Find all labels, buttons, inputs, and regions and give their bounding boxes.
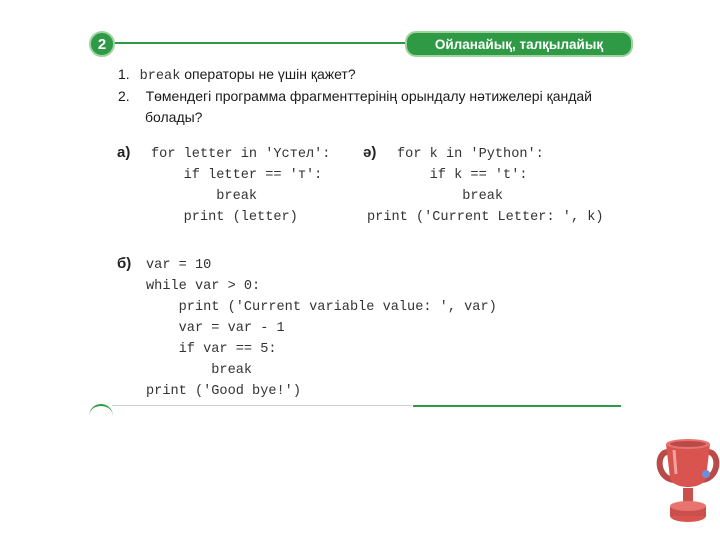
code-line: print (letter) <box>151 210 298 225</box>
code-line: var = var - 1 <box>146 321 285 336</box>
question-1 <box>118 66 356 84</box>
question-1-text: операторы не үшін қажет? <box>184 66 356 82</box>
section-title-pill: Ойланайық, талқылайық <box>405 31 633 57</box>
code-line: if var == 5: <box>146 342 277 357</box>
fragment-a-code <box>151 144 330 228</box>
header-rule-left <box>108 42 408 44</box>
fragment-ae-label: ә) <box>363 144 377 161</box>
code-line: for letter in 'Үстел': <box>151 147 331 162</box>
fragment-a-label: а) <box>117 144 131 161</box>
code-line: print ('Good bye!') <box>146 384 301 399</box>
bottom-rule-green <box>413 405 621 407</box>
bottom-circle-fragment <box>89 404 113 418</box>
question-1-number: 1. <box>118 66 130 82</box>
code-line: while var > 0: <box>146 279 261 294</box>
question-2 <box>118 88 638 104</box>
bottom-rule-gray <box>112 405 412 406</box>
code-line: var = 10 <box>146 258 212 273</box>
fragment-ae-code <box>367 144 604 228</box>
code-line: print ('Current variable value: ', var) <box>146 300 497 315</box>
fragment-b-code <box>146 255 497 402</box>
code-line: if letter == 'т': <box>151 168 323 183</box>
code-line: for k in 'Python': <box>397 147 544 162</box>
section-number-badge: 2 <box>89 31 115 57</box>
code-line: break <box>146 363 253 378</box>
question-1-code: break <box>139 69 181 84</box>
question-2-number: 2. <box>118 88 130 104</box>
question-2-text-line1: Төмендегі программа фрагменттерінің орындалу нәтижелері қандай <box>145 88 593 104</box>
code-line: if k == 't': <box>397 168 528 183</box>
code-line: break <box>397 189 504 204</box>
trophy-icon[interactable] <box>656 434 720 524</box>
fragment-b-label: б) <box>117 255 132 272</box>
question-2-text-line2: болады? <box>145 109 203 125</box>
code-line: break <box>151 189 258 204</box>
code-line: print ('Current Letter: ', k) <box>367 210 604 225</box>
